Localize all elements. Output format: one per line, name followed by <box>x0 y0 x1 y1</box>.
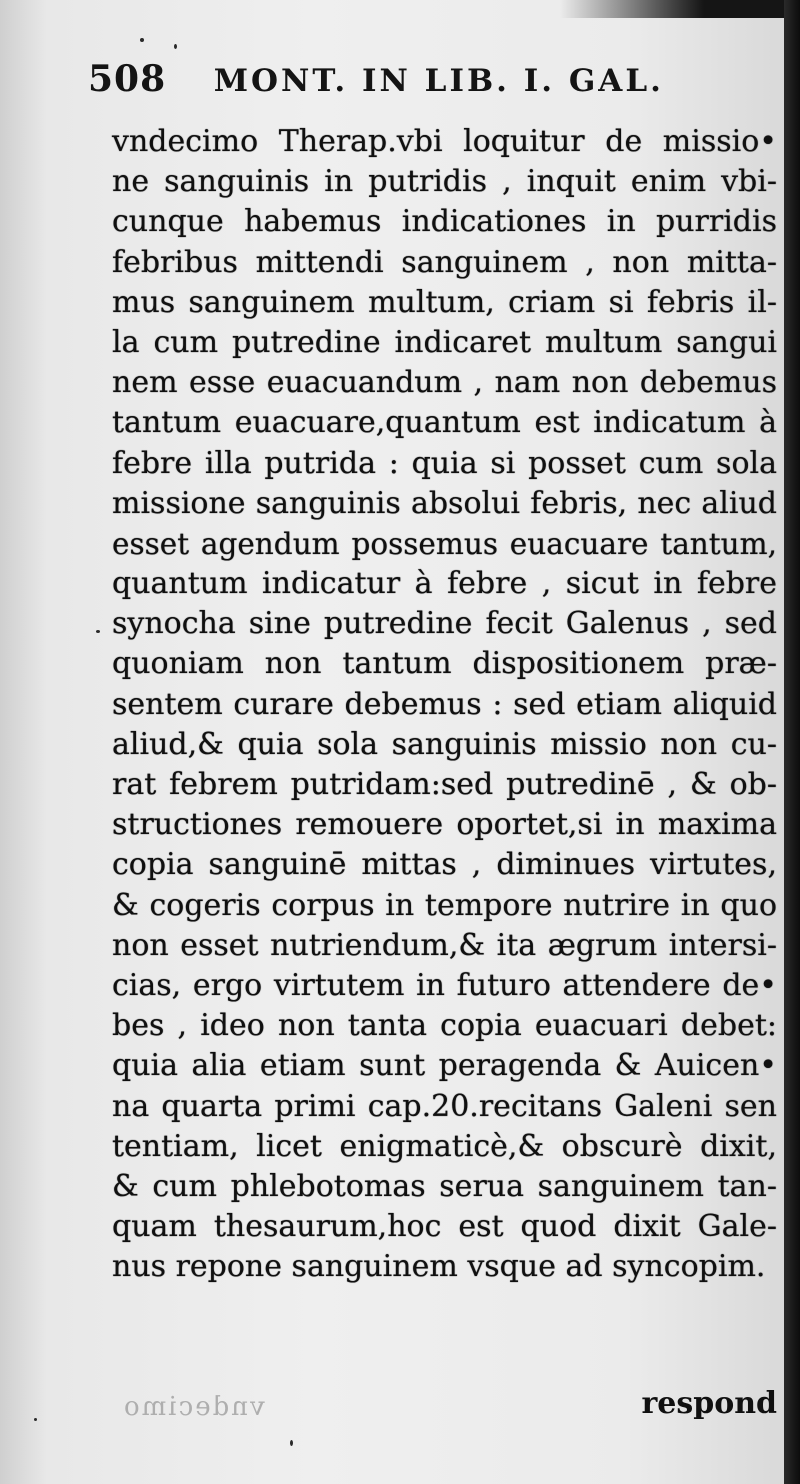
text-line: ne sanguinis in putridis , inquit enim vbi- <box>112 164 777 200</box>
text-line: tantum euacuare,quantum est indicatum à <box>112 405 777 441</box>
ink-speck <box>96 630 100 633</box>
ink-speck <box>290 1440 293 1446</box>
text-line: structiones remouere oportet,si in maxima <box>112 807 777 843</box>
running-head <box>88 58 728 108</box>
text-line: & cogeris corpus in tempore nutrire in quo <box>112 887 777 923</box>
text-line: tentiam, licet enigmaticè,& obscurè dixit, <box>112 1128 777 1164</box>
page-top-shadow <box>560 0 784 18</box>
text-line: quoniam non tantum dispositionem præ- <box>112 646 777 682</box>
text-line: la cum putredine indicaret multum sangui <box>112 324 777 360</box>
text-line: copia sanguinē mittas , diminues virtutes, <box>112 847 777 883</box>
text-line: aliud,& quia sola sanguinis missio non cu- <box>112 726 777 762</box>
text-line: nus repone sanguinem vsque ad syncopim. <box>112 1249 766 1285</box>
ink-speck <box>34 1418 37 1421</box>
text-line: missione sanguinis absolui febris, nec aliud <box>112 485 777 521</box>
text-line: nem esse euacuandum , nam non debemus <box>112 365 777 401</box>
ink-speck <box>140 38 144 42</box>
ink-speck <box>174 44 177 49</box>
text-line: febre illa putrida : quia si posset cum sola <box>112 445 777 481</box>
text-line: quantum indicatur à febre , sicut in febre <box>112 566 777 602</box>
text-line: rat febrem putridam:sed putredinē , & ob- <box>112 767 777 802</box>
text-line: vndecimo Therap.vbi loquitur de missio• <box>112 124 777 159</box>
catchword: respond <box>641 1386 777 1421</box>
text-line: quia alia etiam sunt peragenda & Auicen• <box>112 1048 777 1084</box>
page-edge-shadow <box>784 0 800 1484</box>
text-line: quam thesaurum,hoc est quod dixit Gale- <box>112 1209 777 1245</box>
page-number: 508 <box>88 58 167 100</box>
text-line: sentem curare debemus : sed etiam aliquid <box>112 686 777 722</box>
catchword-row <box>112 1386 777 1430</box>
text-line: synocha sine putredine fecit Galenus , sed <box>112 606 777 642</box>
text-line: cunque habemus indicationes in purridis <box>112 204 777 240</box>
text-line: mus sanguinem multum, criam si febris il- <box>112 284 777 320</box>
text-line: cias, ergo virtutem in futuro attendere de• <box>112 967 777 1003</box>
text-line: & cum phlebotomas serua sanguinem tan- <box>112 1168 777 1204</box>
text-line: esset agendum possemus euacuare tantum, <box>112 526 777 561</box>
text-line: na quarta primi cap.20.recitans Galeni sen <box>112 1088 777 1124</box>
text-line: non esset nutriendum,& ita ægrum intersi- <box>112 927 777 963</box>
body-text <box>112 122 777 1287</box>
text-line: febribus mittendi sanguinem , non mitta- <box>112 244 777 280</box>
text-line: bes , ideo non tanta copia euacuari debet: <box>112 1008 777 1044</box>
bleed-through-text: vndecimo <box>122 1392 265 1422</box>
running-title: MONT. IN LIB. I. GAL. <box>213 63 664 99</box>
